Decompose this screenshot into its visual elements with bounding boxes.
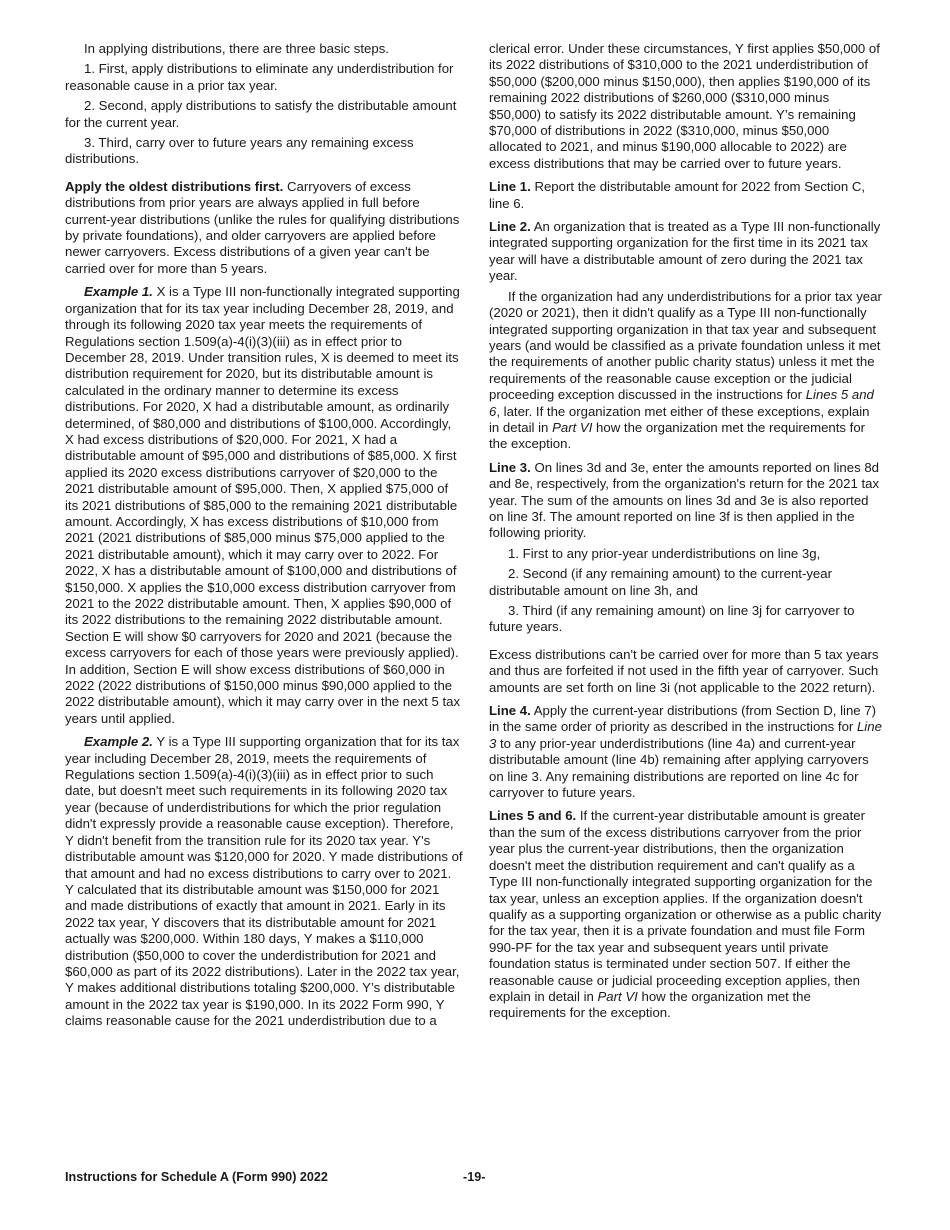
example-1-paragraph bbox=[65, 284, 463, 727]
footer-title: Instructions for Schedule A (Form 990) 2022 bbox=[65, 1170, 328, 1184]
example-2-continuation: clerical error. Under these circumstances, Y first applies $50,000 of its 2022 distributions of $310,000 to the 2021 underdistribution of $50,000 ($200,000 minus $150,000), then applies $190,000 of its remaining 2022 distributions of $260,000 ($310,000 minus $50,000) to satisfy its 2022 distributable amount. Y’s remaining $70,000 of distributions in 2022 ($310,000, minus $50,000 allocated to 2021, and minus $190,000 allocable to 2022) are excess distributions that may be carried over to future years. bbox=[489, 41, 880, 171]
example-1-body: X is a Type III non-functionally integrated supporting organization that for its tax year including December 28, 2019, and through its following 2020 tax year meets the requirements of Regulations section 1.509(a)-4(i)(3)(iii) as in effect prior to December 28, 2019. Under transition rules, X is deemed to meet its distribution requirement for 2020, but its distributable amount is calculated in the ordinary manner to determine its excess distributions. For 2020, X had a distributable amount, as ordinarily determined, of $80,000 and distributions of $100,000. Accordingly, X had excess distributions of $20,000. For 2021, X had a distributable amount of $95,000 and distributions of $85,000. X first applied its 2020 excess distributions carryover of $20,000 to the 2021 distributable amount of $95,000. Then, X applied $75,000 of its 2021 distributions of $85,000 to the remaining 2021 distributable amount. Accordingly, X has excess distributions of $10,000 from 2021 (2021 distributions of $85,000 minus $75,000 applied to the 2021 distributable amount), which it may carry over to 2022. For 2022, X has a distributable amount of $100,000 and distributions of $150,000. X applies the $10,000 excess distribution carryover from 2021 to the 2022 distributable amount. Then, X applies $90,000 of its 2022 distributions to the remaining 2022 distributable amount. Section E will show $0 carryovers for 2020 and 2021 (because the excess carryovers for each of those years were previously applied). In addition, Section E will show excess distributions of $60,000 in 2022 (2022 distributions of $150,000 minus $90,000 applied to the 2022 distributable amount), which it may carry over in the next 5 tax years until applied. bbox=[65, 284, 461, 726]
lines-5-6-text-a: If the current-year distributable amount is greater than the sum of the excess distributions carryover from the prior year plus the current-year distributions, then the organization doesn't meet the distribution requirement and can't qualify as a Type III non-functionally integrated supporting organization for the tax year, unless an exception applies. If the organization doesn't qualify as a supporting organization or otherwise as a public charity for the tax year, then it is a private foundation and must file Form 990-PF for the tax year and subsequent years until private foundation status is terminated under section 507. If either the reasonable cause or judicial proceeding exception applies, then explain in detail in bbox=[489, 808, 882, 1004]
line-2-body: An organization that is treated as a Type III non-functionally integrated supporting organization for the first time in its 2021 tax year will have a distributable amount of zero during the 2021 tax year. bbox=[489, 219, 881, 284]
page-footer bbox=[65, 1170, 885, 1188]
excess-distributions-paragraph: Excess distributions can't be carried over for more than 5 tax years and thus are forfeited if not used in the fifth year of carryover. Such amounts are set forth on line 3i (not applicable to the 2022 return). bbox=[489, 646, 879, 695]
part-vi-reference: Part VI bbox=[552, 419, 593, 435]
line-1-heading: Line 1. bbox=[489, 179, 531, 195]
lines-5-6-paragraph bbox=[489, 808, 883, 1021]
lines-5-6-heading: Lines 5 and 6. bbox=[489, 808, 577, 824]
line-3-item-1: 1. First to any prior-year underdistributions on line 3g, bbox=[508, 545, 821, 561]
line-2-exception-text-c: how the organization met the requirements for the exception. bbox=[489, 419, 866, 452]
line-2-paragraph bbox=[489, 219, 883, 285]
line-3-heading: Line 3. bbox=[489, 459, 531, 475]
line-1-paragraph bbox=[489, 179, 883, 212]
line-3-reference: Line 3 bbox=[489, 719, 882, 751]
line-4-paragraph bbox=[489, 703, 883, 801]
page-number: -19- bbox=[463, 1170, 486, 1184]
oldest-distributions-heading: Apply the oldest distributions first. bbox=[65, 178, 284, 194]
example-2-paragraph bbox=[65, 734, 463, 1029]
line-3-body: On lines 3d and 3e, enter the amounts reported on lines 8d and 8e, respectively, from the organization's return for the 2021 tax year. The sum of the amounts on lines 3d and 3e is also reported on line 3f. The amount reported on line 3f is then applied in the following priority. bbox=[489, 459, 880, 541]
oldest-distributions-body: Carryovers of excess distributions from prior years are always applied in full before current-year distributions (unlike the rules for qualifying distributions by private foundations), and older carryovers are applied before newer carryovers. Excess distributions of a given year can't be carried over for more than 5 years. bbox=[65, 178, 460, 276]
line-1-body: Report the distributable amount for 2022 from Section C, line 6. bbox=[489, 179, 866, 211]
example-1-heading: Example 1. bbox=[84, 284, 153, 300]
right-column bbox=[489, 41, 883, 1029]
part-vi-reference-2: Part VI bbox=[597, 988, 638, 1004]
lines-5-6-text-b: how the organization met the requirements for the exception. bbox=[489, 988, 811, 1021]
step-3: 3. Third, carry over to future years any remaining excess distributions. bbox=[65, 135, 414, 167]
line-4-text-a: Apply the current-year distributions (from Section D, line 7) in the same order of priority as described in the instructions for bbox=[489, 703, 877, 735]
line-2-heading: Line 2. bbox=[489, 219, 531, 235]
line-4-heading: Line 4. bbox=[489, 703, 531, 719]
line-3-paragraph bbox=[489, 460, 883, 542]
example-2-heading: Example 2. bbox=[84, 734, 153, 750]
line-3-item-3: 3. Third (if any remaining amount) on line 3j for carryover to future years. bbox=[489, 603, 855, 635]
line-2-exception-text-b: , later. If the organization met either of these exceptions, explain in detail in bbox=[489, 403, 870, 435]
step-1: 1. First, apply distributions to eliminate any underdistribution for reasonable cause in a prior tax year. bbox=[65, 61, 454, 93]
oldest-distributions-paragraph bbox=[65, 179, 463, 277]
line-3-item-2: 2. Second (if any remaining amount) to the current-year distributable amount on line 3h, and bbox=[489, 566, 832, 598]
line-2-exception-text-a: If the organization had any underdistributions for a prior tax year (2020 or 2021), then it didn't qualify as a Type III non-functionally integrated supporting organization in that tax year and subsequent years (and would be classified as a private foundation unless it met the requirements of another public charity status) unless it met the requirements of the reasonable cause exception or the judicial proceeding exception discussed in the instructions for bbox=[489, 288, 882, 403]
left-column bbox=[65, 41, 463, 1037]
step-2: 2. Second, apply distributions to satisfy the distributable amount for the current year. bbox=[65, 98, 457, 130]
lines-5-and-6-reference: Lines 5 and 6 bbox=[489, 387, 874, 419]
example-2-body: Y is a Type III supporting organization that for its tax year including December 28, 2019, meets the requirements of Regulations section 1.509(a)-4(i)(3)(iii) as in effect prior to such date, but doesn't meet such requirements in its following 2020 tax year (because of underdistributions for which the prior regulation didn't expressly provide a reasonable cause exception). Therefore, Y didn't benefit from the transition rule for its 2020 tax year. Y's distributable amount was $120,000 for 2020. Y made distributions of that amount and had no excess distributions to carry over to 2021. Y calculated that its distributable amount was $150,000 for 2021 and made distributions of exactly that amount in 2021. Early in its 2022 tax year, Y discovers that its distributable amount for 2021 actually was $200,000. Within 180 days, Y makes a $110,000 distribution ($50,000 to cover the underdistribution for 2021 and $60,000 as part of its 2022 distributions). Later in the 2022 tax year, Y makes additional distributions totaling $200,000. Y’s distributable amount in the 2022 tax year is $190,000. In its 2022 Form 990, Y claims reasonable cause for the 2021 underdistribution due to a bbox=[65, 734, 463, 1029]
line-4-text-b: to any prior-year underdistributions (line 4a) and current-year distributable amount (line 4b) remaining after applying carryovers on line 3. Any remaining distributions are reported on line 4c for carryover to future years. bbox=[489, 735, 869, 801]
line-2-exception-paragraph bbox=[489, 289, 883, 453]
intro-paragraph: In applying distributions, there are three basic steps. bbox=[84, 41, 389, 56]
